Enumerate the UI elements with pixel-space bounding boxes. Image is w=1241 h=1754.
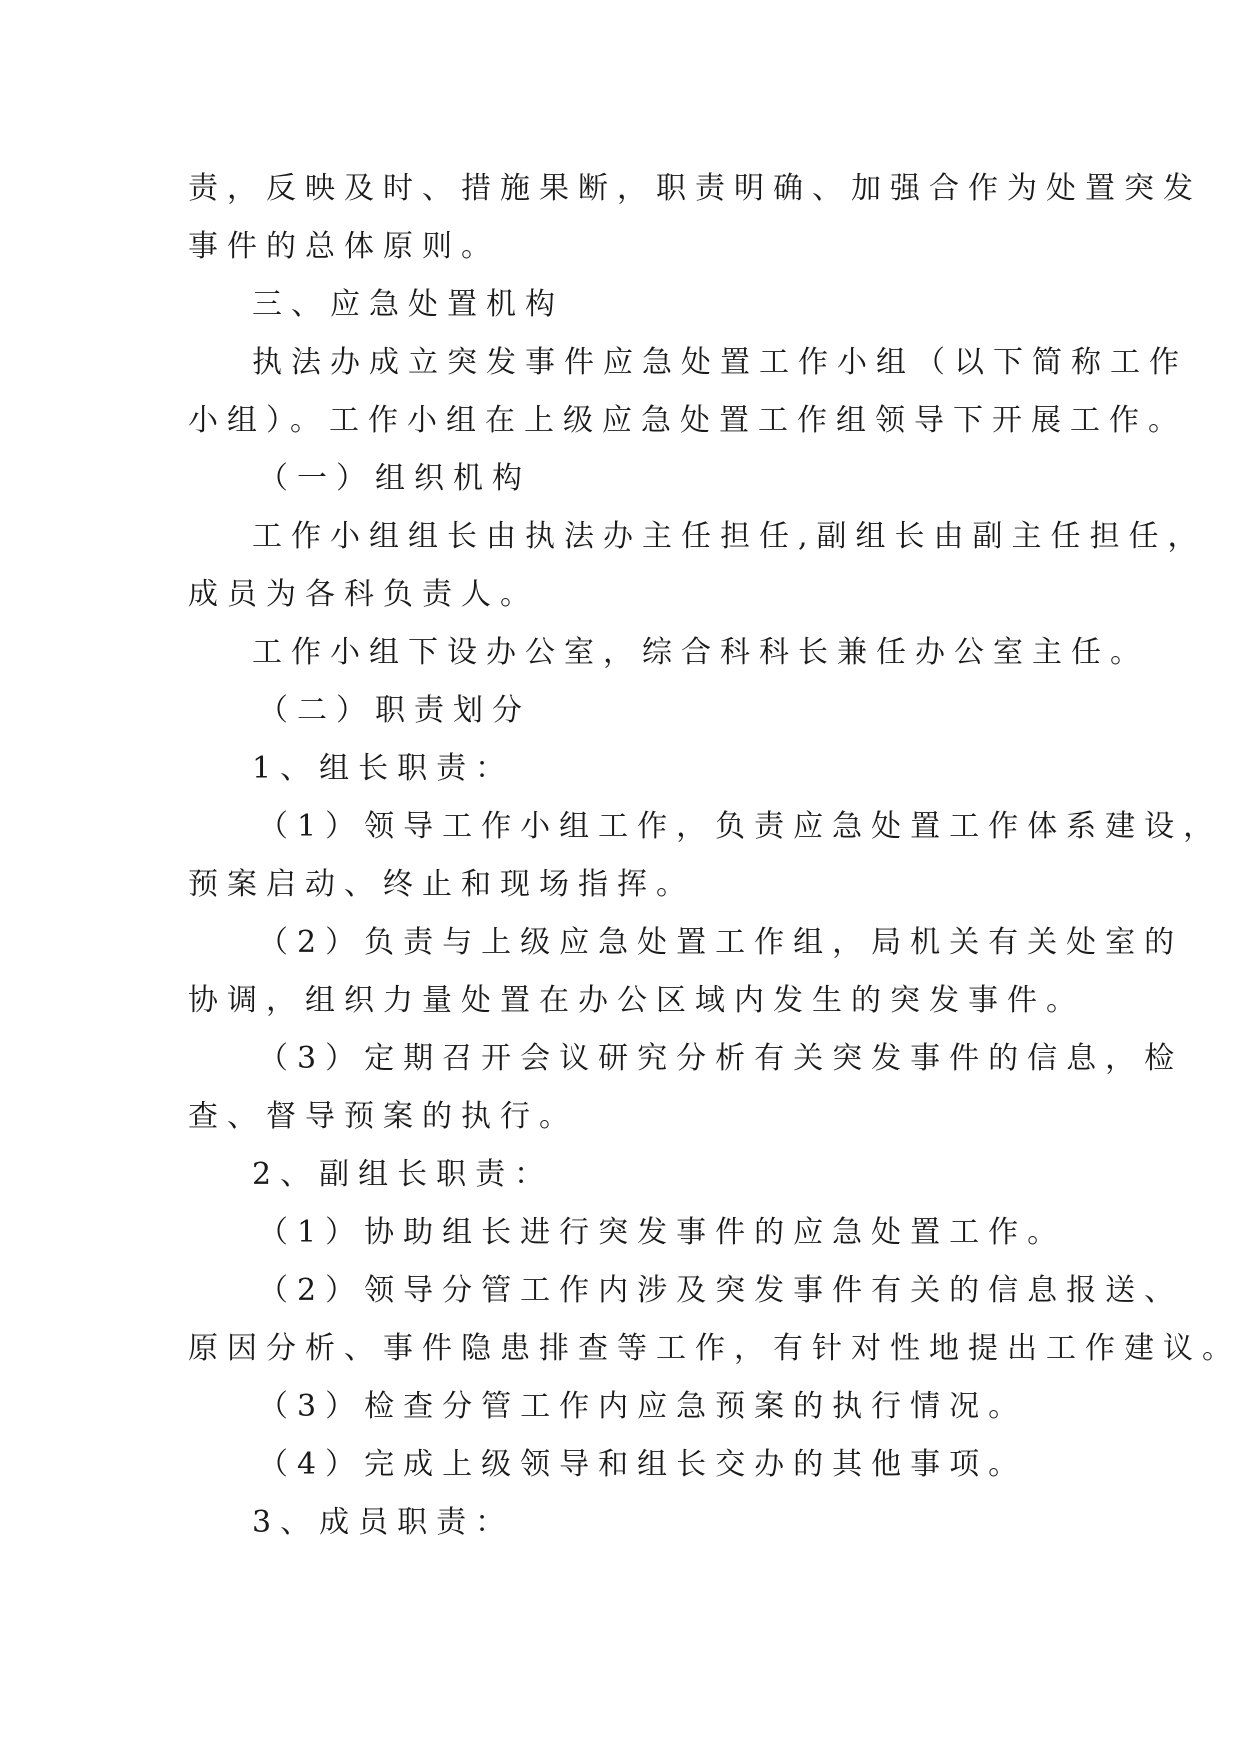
section-heading: 三、应急处置机构 — [252, 287, 564, 322]
paragraph-line: 成员为各科负责人。 — [188, 577, 539, 612]
paragraph-line: 小组）。工作小组在上级应急处置工作组领导下开展工作。 — [188, 403, 1187, 438]
list-item: （2）负责与上级应急处置工作组，局机关有关处室的 — [258, 925, 1184, 960]
list-item: （3）检查分管工作内应急预案的执行情况。 — [258, 1389, 1028, 1424]
list-heading: 3、成员职责： — [252, 1505, 515, 1540]
paragraph-line: 执法办成立突发事件应急处置工作小组（以下简称工作 — [252, 345, 1188, 380]
list-item: （2）领导分管工作内涉及突发事件有关的信息报送、 — [258, 1273, 1184, 1308]
list-heading: 2、副组长职责： — [252, 1157, 554, 1192]
document-body — [188, 160, 1241, 1552]
list-item: （3）定期召开会议研究分析有关突发事件的信息，检 — [258, 1041, 1184, 1076]
paragraph-line: 责，反映及时、措施果断，职责明确、加强合作为处置突发 — [188, 171, 1202, 206]
list-item-continuation: 协调，组织力量处置在办公区域内发生的突发事件。 — [188, 983, 1085, 1018]
list-item-continuation: 预案启动、终止和现场指挥。 — [188, 867, 695, 902]
list-item-continuation: 查、督导预案的执行。 — [188, 1099, 578, 1134]
paragraph-line: 工作小组下设办公室，综合科科长兼任办公室主任。 — [252, 635, 1149, 670]
list-item: （1）协助组长进行突发事件的应急处置工作。 — [258, 1215, 1067, 1250]
subsection-heading: （一）组织机构 — [258, 461, 531, 496]
list-item: （1）领导工作小组工作，负责应急处置工作体系建设， — [258, 809, 1223, 844]
paragraph-line: 事件的总体原则。 — [188, 229, 500, 264]
subsection-heading: （二）职责划分 — [258, 693, 531, 728]
paragraph-line: 工作小组组长由执法办主任担任,副组长由副主任担任， — [252, 519, 1207, 554]
list-item: （4）完成上级领导和组长交办的其他事项。 — [258, 1447, 1028, 1482]
list-heading: 1、组长职责： — [252, 751, 515, 786]
list-item-continuation: 原因分析、事件隐患排查等工作，有针对性地提出工作建议。 — [188, 1331, 1241, 1366]
